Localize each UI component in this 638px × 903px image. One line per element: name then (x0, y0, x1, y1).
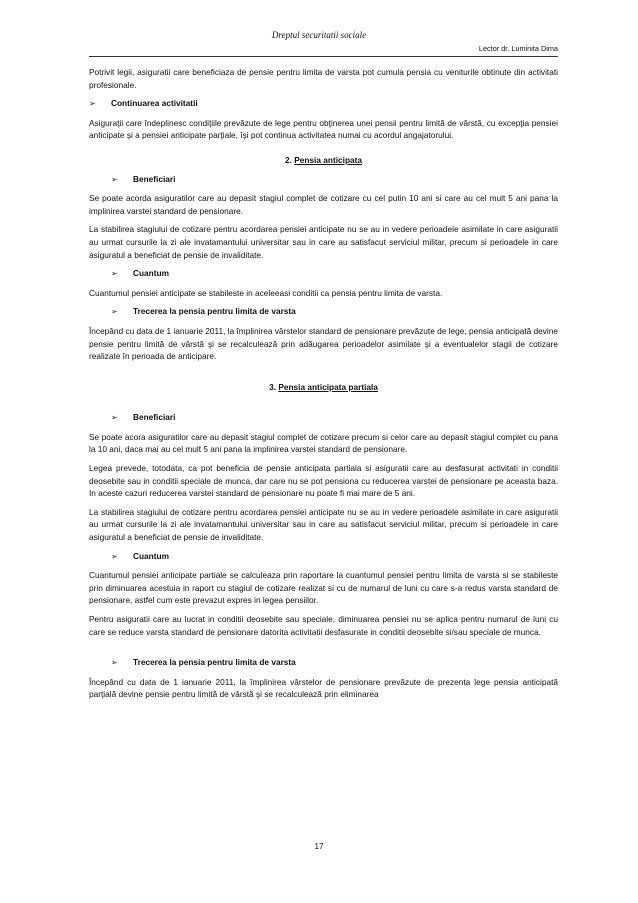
paragraph: Cuantumul pensiei anticipate se stabileste in aceleeasi conditii ca pensia pentru limita de varsta. (89, 287, 443, 298)
paragraph: La stabilirea stagiului de cotizare pentru acordarea pensiei anticipate nu se au in vedere perioadele asimilate in care asiguratii au urmat cursurile la zi ale invatamantului universitar sau in care au satisfacut serviciul militar, precum si perioadele in care asiguratul a beneficiat de pensie de invaliditate. (89, 506, 558, 543)
bullet-heading: Beneficiari (133, 412, 176, 423)
page-body (89, 66, 558, 707)
bullet-heading: Cuantum (133, 550, 169, 561)
header-divider (89, 56, 558, 57)
paragraph: La stabilirea stagiului de cotizare pentru acordarea pensiei anticipate nu se au in vedere perioadele asimilate in care asiguratii au urmat cursurile la zi ale invatamantului universitar sau in care au satisfacut serviciul militar, precum si perioadele in care asiguratul a beneficiat de pensie de invaliditate. (89, 224, 558, 260)
paragraph: Începând cu data de 1 ianuarie 2011, la împlinirea vârstelor standard de pensionare prevăzute de lege, pensia anticipată devine pensie pentru limită de vârstă şi se recalculează prin adăugarea perioadelor asimilate şi a eventualelor stagii de cotizare realizate în perioada de anticipare. (89, 325, 558, 362)
bullet-cuantum (89, 550, 558, 564)
bullet-heading: Beneficiari (133, 173, 176, 184)
section-number: 3. (269, 381, 276, 392)
paragraph: Începând cu data de 1 ianuarie 2011, la împlinirea vârstelor de pensionare prevăzute de prezenta lege pensia anticipată parţială devine pensie pentru limită de vârstă şi se recalculează prin eliminarea (89, 676, 558, 700)
arrow-bullet-icon: ➢ (111, 269, 118, 279)
arrow-bullet-icon: ➢ (111, 174, 118, 184)
paragraph: Pentru asiguratii care au lucrat in conditii deosebite sau speciale, diminuarea pensiei nu se aplica pentru numarul de luni cu care se reduce varsta standard de pensionare datorita activitatii desfasurate in conditii deosebite si/sau speciale de munca. (89, 614, 558, 637)
section-number: 2. (284, 154, 292, 165)
paragraph: Legea prevede, totodata, ca pot beneficia de pensie anticipata partiala si asiguratii care au desfasurat activitati in conditii deosebite sau in conditii speciale de munca, dar care nu se pot pensiona cu reducerea varstei de pensionare pe aceasta baza. In aceste cazuri reducerea varstei standard de pensionare nu poate fi mai mare de 5 ani. (89, 463, 558, 499)
section-heading-pensia-anticipata (89, 154, 558, 167)
bullet-trecerea (89, 305, 558, 319)
section-heading-pensia-anticipata-partiala (89, 381, 558, 394)
arrow-bullet-icon: ➢ (111, 551, 118, 561)
bullet-heading: Trecerea la pensia pentru limita de varsta (133, 657, 296, 668)
bullet-trecerea (89, 656, 558, 670)
section-title: Pensia anticipata partiala (278, 381, 378, 392)
arrow-bullet-icon: ➢ (89, 99, 96, 109)
paragraph: Cuantumul pensiei anticipate partiale se calculeaza prin raportare la cuantumul pensiei pentru limita de varsta si se stabileste prin diminuarea acestuia in raport cu stagiul de cotizare realizat si cu de numarul de luni cu care s-a redus varsta standard de pensionare, astfel cum este prevazut expres in legea pensiilor. (89, 570, 558, 606)
running-header-author: Lector dr. Luminita Dima (478, 44, 558, 53)
bullet-beneficiari (89, 173, 558, 187)
intro-paragraph: Potrivit legii, asiguratii care beneficiaza de pensie pentru limita de varsta pot cumula pensia cu veniturile obtinute din activitati profesionale. (89, 67, 558, 90)
bullet-beneficiari (89, 411, 558, 425)
paragraph: Se poate acora asiguratilor care au depasit stagiul complet de cotizare precum si celor care au depasit stagiul complet cu pana la 10 ani, daca mai au cel mult 5 ani pana la implinirea varstei standard de pensionare. (89, 431, 558, 455)
bullet-heading: Trecerea la pensia pentru limita de varsta (133, 306, 296, 317)
bullet-continuarea-activitatii (89, 97, 558, 111)
section-title: Pensia anticipata (294, 154, 363, 165)
continuation-paragraph: Asiguraţii care îndeplinesc condiţiile prevăzute de lege pentru obţinerea unei pensii pentru limită de vârstă, cu excepţia pensiei anticipate şi a pensiei anticipate parţiale, îşi pot continua activitatea numai cu acordul angajatorului. (89, 117, 558, 141)
page-number: 17 (314, 842, 324, 851)
bullet-heading: Continuarea activitatii (111, 98, 198, 109)
bullet-cuantum (89, 267, 558, 281)
arrow-bullet-icon: ➢ (111, 658, 118, 668)
paragraph: Se poate acorda asiguratilor care au depasit stagiul complet de cotizare cu cel putin 10 ani si care au cel mult 5 ani pana la implinirea varstei standard de pensionare. (89, 193, 558, 216)
arrow-bullet-icon: ➢ (111, 307, 118, 317)
bullet-heading: Cuantum (133, 268, 169, 279)
running-header-title: Dreptul securitatii sociale (271, 30, 367, 40)
arrow-bullet-icon: ➢ (111, 413, 118, 423)
